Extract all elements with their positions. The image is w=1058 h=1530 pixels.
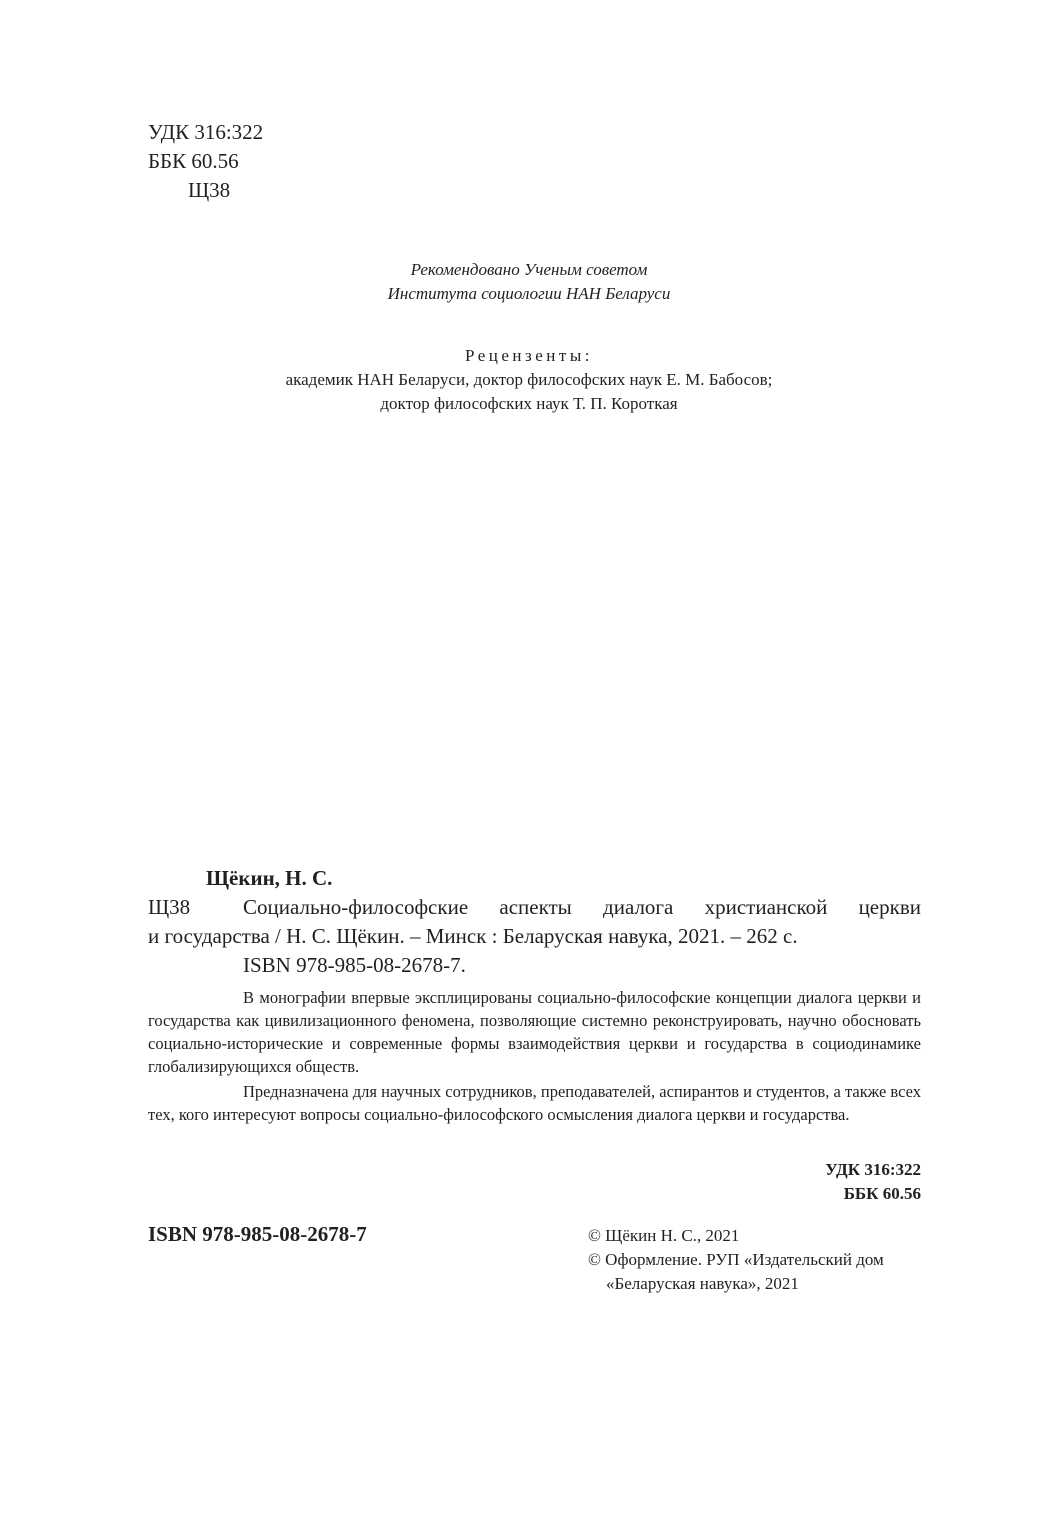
reviewers-block — [0, 344, 1058, 416]
bottom-udc-code: УДК 316:322 — [825, 1160, 921, 1179]
classification-codes — [148, 118, 263, 205]
bbc-code: ББК 60.56 — [148, 149, 239, 173]
record-title-line-2: и государства / Н. С. Щёкин. – Минск : Беларуская навука, 2021. – 262 с. — [148, 924, 798, 948]
copyright-author: © Щёкин Н. С., 2021 — [588, 1226, 740, 1245]
recommendation-note — [0, 258, 1058, 306]
record-title-line-1: Социально-философские аспекты диалога христианской церкви — [243, 895, 921, 919]
recommendation-line-2: Института социологии НАН Беларуси — [387, 284, 671, 303]
copyright-design: © Оформление. РУП «Издательский дом — [588, 1250, 884, 1269]
recommendation-line-1: Рекомендовано Ученым советом — [410, 260, 648, 279]
reviewer-1: академик НАН Беларуси, доктор философских наук Е. М. Бабосов; — [285, 370, 773, 389]
annotation-paragraph-1: В монографии впервые эксплицированы социально-философские концепции диалога церкви и государства как цивилизационного феномена, позволяющие системно реконструировать, научно обосновать социально-исторические и современные формы взаимодействия церкви и государства в социодинамике глобализирующихся обществ. — [148, 988, 921, 1076]
annotation-paragraph-2: Предназначена для научных сотрудников, преподавателей, аспирантов и студентов, а также всех тех, кого интересуют вопросы социально-философского осмысления диалога церкви и государства. — [148, 1082, 921, 1124]
copyright-publisher: «Беларуская навука», 2021 — [606, 1274, 799, 1293]
annotation — [148, 986, 921, 1126]
bibliographic-record — [148, 864, 921, 980]
isbn: ISBN 978-985-08-2678-7 — [148, 1222, 367, 1246]
record-author: Щёкин, Н. С. — [206, 866, 333, 890]
reviewers-heading: Рецензенты: — [465, 346, 593, 365]
record-isbn: ISBN 978-985-08-2678-7. — [243, 953, 466, 977]
udc-code: УДК 316:322 — [148, 120, 264, 144]
copyright-block — [588, 1224, 884, 1296]
record-author-mark: Щ38 — [148, 895, 191, 919]
bottom-classification-codes — [825, 1158, 921, 1206]
bottom-bbc-code: ББК 60.56 — [843, 1184, 921, 1203]
reviewer-2: доктор философских наук Т. П. Короткая — [380, 394, 678, 413]
author-mark: Щ38 — [188, 178, 231, 202]
record-entry — [148, 893, 921, 922]
